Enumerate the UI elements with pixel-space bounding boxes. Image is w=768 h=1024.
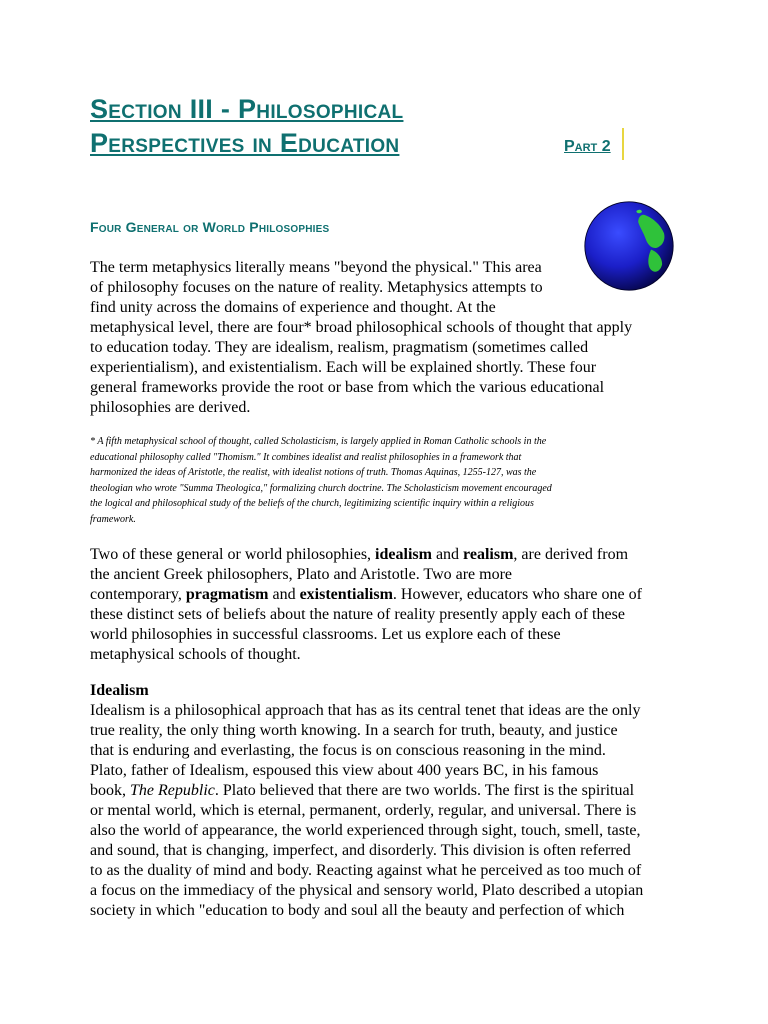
text-line: Idealism is a philosophical approach that has as its central tenet that ideas are the only bbox=[90, 702, 641, 719]
term-idealism: idealism bbox=[375, 546, 432, 563]
part-2-link[interactable]: Part 2 bbox=[564, 138, 611, 155]
text-line: or mental world, which is eternal, permanent, orderly, regular, and universal. There is bbox=[90, 802, 637, 819]
text-segment: contemporary, bbox=[90, 586, 186, 603]
text-line bbox=[90, 545, 680, 565]
term-pragmatism: pragmatism bbox=[185, 586, 269, 603]
philosophies-paragraph bbox=[90, 545, 680, 665]
text-segment: book, bbox=[90, 782, 130, 799]
text-line: the ancient Greek philosophers, Plato and Aristotle. Two are more bbox=[90, 566, 513, 583]
footnote-line: * A fifth metaphysical school of thought, called Scholasticism, is largely applied in Roman Catholic schools in the bbox=[90, 436, 547, 447]
text-segment: and bbox=[431, 546, 464, 563]
footnote-line: theologian who wrote "Summa Theologica," formalizing church doctrine. The Scholasticism movement encouraged bbox=[90, 482, 552, 494]
section-title-line-1[interactable]: Section III - Philosophical bbox=[90, 94, 404, 124]
text-line: society in which "education to body and soul all the beauty and perfection of which bbox=[90, 902, 625, 919]
text-line: world philosophies in successful classrooms. Let us explore each of these bbox=[90, 626, 561, 643]
book-title: The Republic bbox=[130, 782, 215, 799]
text-line: and sound, that is changing, imperfect, and disorderly. This division is often referred bbox=[90, 842, 631, 859]
text-line: The term metaphysics literally means "beyond the physical." This area bbox=[90, 259, 542, 276]
section-title-line-2[interactable]: Perspectives in Education bbox=[90, 128, 400, 158]
text-line: also the world of appearance, the world experienced through sight, touch, smell, taste, bbox=[90, 822, 641, 839]
idealism-heading: Idealism bbox=[90, 682, 149, 699]
idealism-paragraph bbox=[90, 701, 680, 921]
text-segment: and bbox=[268, 586, 300, 603]
footnote bbox=[90, 434, 680, 527]
text-segment: , are derived from bbox=[513, 546, 629, 563]
section-title[interactable] bbox=[90, 92, 403, 160]
term-realism: realism bbox=[463, 546, 514, 563]
text-line: philosophies are derived. bbox=[90, 399, 251, 416]
text-line: metaphysical schools of thought. bbox=[90, 646, 301, 663]
text-line: that is enduring and everlasting, the focus is on conscious reasoning in the mind. bbox=[90, 742, 606, 759]
footnote-line: educational philosophy called "Thomism." It combines idealist and realist philosophies in a framework that bbox=[90, 451, 522, 463]
footnote-line: framework. bbox=[90, 513, 136, 525]
text-segment: . Plato believed that there are two worlds. The first is the spiritual bbox=[214, 782, 635, 799]
text-line: to as the duality of mind and body. Reacting against what he perceived as too much of bbox=[90, 862, 642, 879]
text-segment: . However, educators who share one of bbox=[392, 586, 642, 603]
text-cursor bbox=[622, 128, 624, 160]
footnote-line: the logical and philosophical study of the beliefs of the church, legitimizing scientific inquiry within a religious bbox=[90, 498, 534, 509]
term-existentialism: existentialism bbox=[299, 586, 393, 603]
footnote-line: harmonized the ideas of Aristotle, the realist, with idealist notions of truth. Thomas Aquinas, 1255-127, was the bbox=[90, 467, 537, 478]
text-segment: Two of these general or world philosophies, bbox=[90, 546, 376, 563]
text-line: true reality, the only thing worth knowing. In a search for truth, beauty, and justice bbox=[90, 722, 618, 739]
text-line bbox=[90, 585, 680, 605]
text-line: metaphysical level, there are four* broad philosophical schools of thought that apply bbox=[90, 319, 633, 336]
text-line: of philosophy focuses on the nature of reality. Metaphysics attempts to bbox=[90, 279, 543, 296]
text-line: these distinct sets of beliefs about the nature of reality presently apply each of these bbox=[90, 606, 625, 623]
text-line: experientialism), and existentialism. Each will be explained shortly. These four bbox=[90, 359, 597, 376]
intro-paragraph bbox=[90, 258, 680, 418]
text-line: general frameworks provide the root or base from which the various educational bbox=[90, 379, 605, 396]
text-line: to education today. They are idealism, realism, pragmatism (sometimes called bbox=[90, 339, 589, 356]
text-line: Plato, father of Idealism, espoused this view about 400 years BC, in his famous bbox=[90, 762, 599, 779]
text-line: find unity across the domains of experience and thought. At the bbox=[90, 299, 496, 316]
subheading: Four General or World Philosophies bbox=[90, 219, 330, 235]
text-line bbox=[90, 781, 680, 801]
text-line: a focus on the immediacy of the physical and sensory world, Plato described a utopian bbox=[90, 882, 644, 899]
